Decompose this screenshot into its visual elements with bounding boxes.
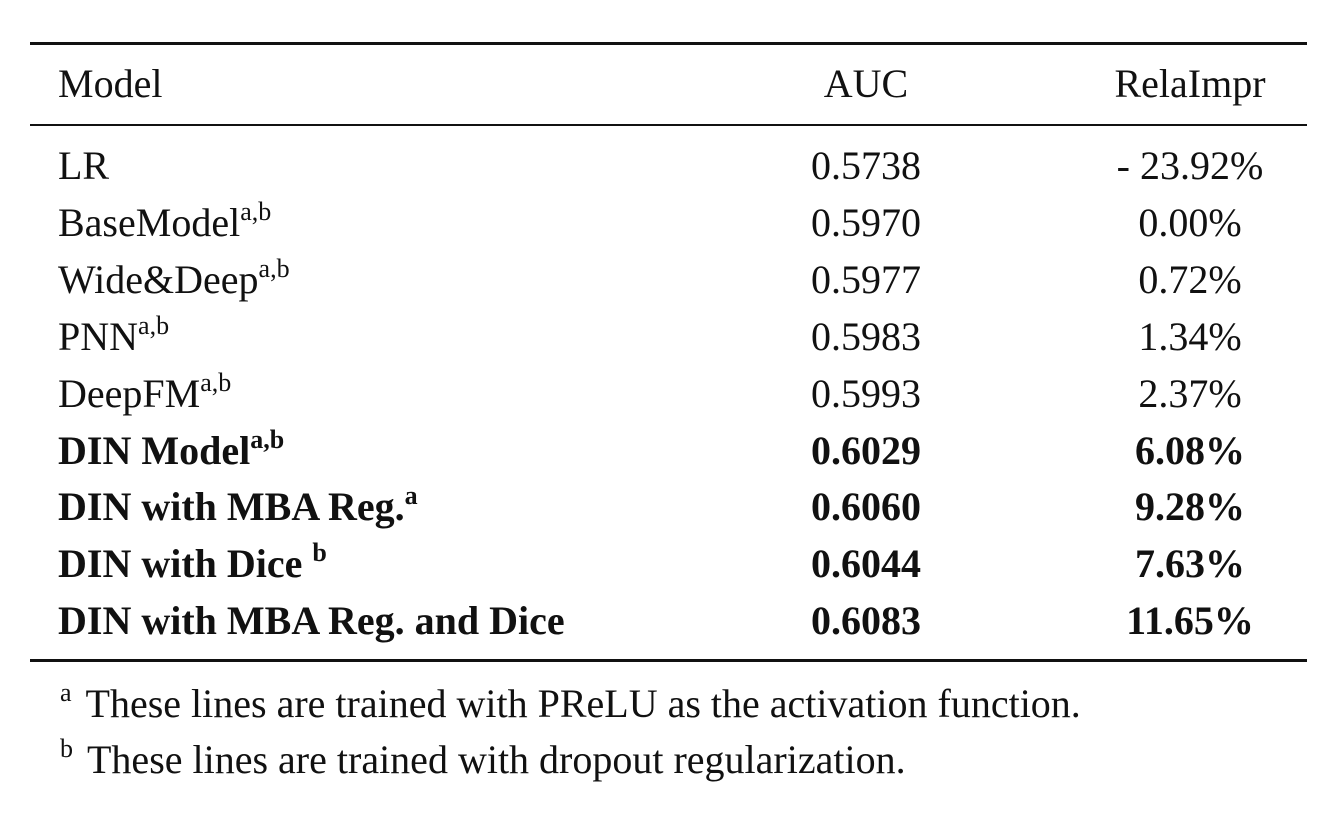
top-rule: [30, 42, 1307, 45]
footnote-text: These lines are trained with PReLU as the activation function.: [85, 681, 1081, 726]
model-cell: [58, 309, 169, 365]
auc-cell: 0.6044: [811, 541, 921, 587]
model-cell: [58, 138, 109, 194]
auc-cell: 0.5983: [811, 313, 921, 359]
auc-cell: 0.5977: [811, 256, 921, 302]
model-name: DIN with Dice: [58, 541, 313, 587]
table-row: [30, 366, 1307, 422]
model-name: PNN: [58, 313, 139, 359]
footnote-mark: a: [60, 678, 72, 707]
relaimpr-cell: 6.08%: [1135, 427, 1245, 473]
footnote-mark: b: [60, 734, 73, 763]
table-row: [30, 195, 1307, 251]
relaimpr-cell: 2.37%: [1138, 370, 1242, 416]
table-row: [30, 423, 1307, 479]
relaimpr-cell: 9.28%: [1135, 484, 1245, 530]
model-name: LR: [58, 143, 110, 188]
header-model: Model: [58, 61, 163, 106]
header-rule: [30, 124, 1307, 126]
bottom-rule: [30, 659, 1307, 662]
header-relaimpr: RelaImpr: [1114, 61, 1266, 106]
table-row: [30, 593, 1307, 649]
footnote-ref: a: [404, 481, 418, 511]
model-name: DIN with MBA Reg. and Dice: [58, 598, 565, 644]
footnote-ref: a,b: [138, 310, 170, 340]
model-cell: [58, 195, 271, 251]
footnote-ref: a,b: [250, 424, 285, 454]
relaimpr-cell: 7.63%: [1135, 541, 1245, 587]
auc-cell: 0.5970: [811, 199, 921, 245]
footnotes: [60, 676, 1081, 788]
footnote-ref: b: [312, 538, 327, 568]
table-row: [30, 536, 1307, 592]
auc-cell: 0.5993: [811, 370, 921, 416]
footnote-ref: a,b: [240, 196, 272, 226]
relaimpr-cell: 11.65%: [1126, 598, 1254, 644]
model-cell: [58, 252, 290, 308]
table-row: [30, 252, 1307, 308]
model-name: DIN with MBA Reg.: [58, 484, 405, 530]
footnote-text: These lines are trained with dropout regularization.: [87, 737, 906, 782]
model-name: BaseModel: [58, 199, 241, 245]
model-name: Wide&Deep: [58, 256, 259, 302]
relaimpr-cell: 1.34%: [1138, 313, 1242, 359]
model-cell: [58, 423, 284, 479]
auc-cell: 0.6083: [811, 598, 921, 644]
model-name: DIN Model: [58, 427, 251, 473]
relaimpr-cell: 0.00%: [1138, 199, 1242, 245]
model-cell: [58, 536, 327, 592]
table-row: [30, 138, 1307, 194]
relaimpr-cell: - 23.92%: [1116, 143, 1264, 188]
auc-cell: 0.5738: [811, 143, 921, 188]
auc-cell: 0.6029: [811, 427, 921, 473]
footnote-a: [60, 676, 1081, 732]
model-cell: [58, 479, 418, 535]
footnote-ref: a,b: [200, 367, 232, 397]
table-row: [30, 309, 1307, 365]
table-row: [30, 479, 1307, 535]
model-name: DeepFM: [58, 370, 201, 416]
header-row: [30, 56, 1307, 112]
relaimpr-cell: 0.72%: [1138, 256, 1242, 302]
model-cell: [58, 366, 231, 422]
footnote-b: [60, 732, 1081, 788]
auc-cell: 0.6060: [811, 484, 921, 530]
footnote-ref: a,b: [258, 253, 290, 283]
model-cell: [58, 593, 565, 649]
header-auc: AUC: [823, 61, 909, 106]
